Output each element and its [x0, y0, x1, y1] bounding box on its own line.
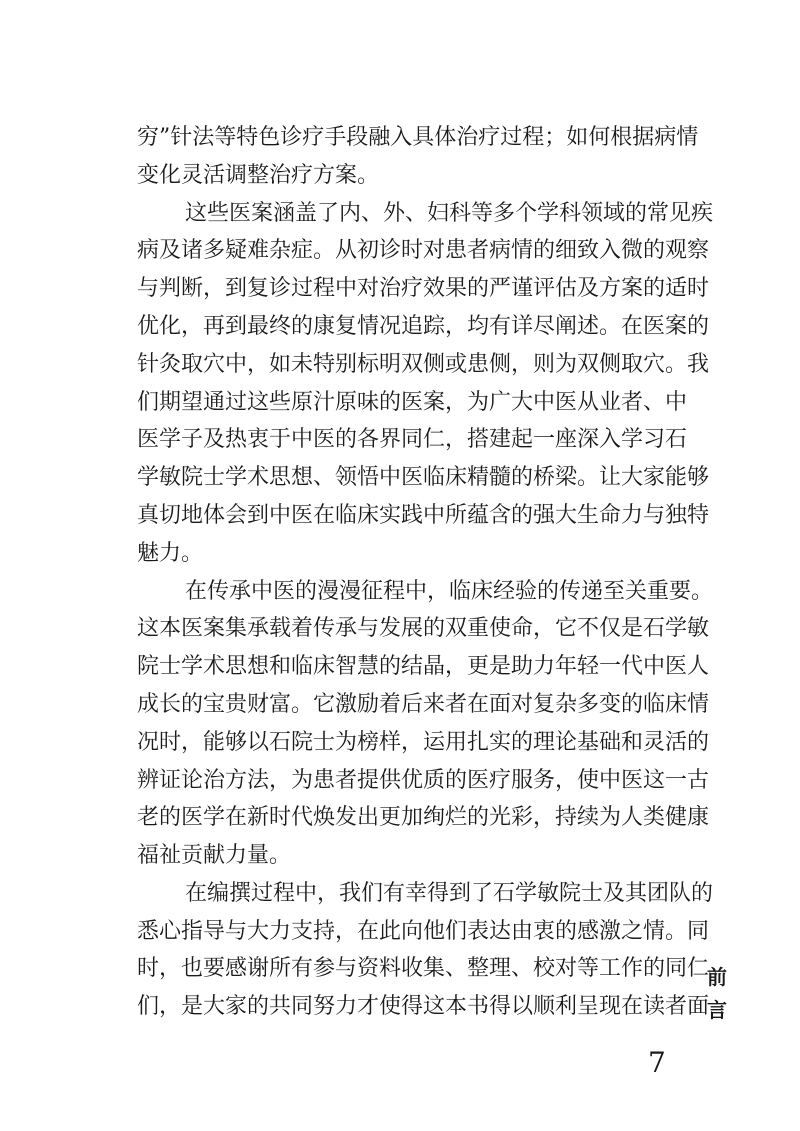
text-line: 病及诸多疑难杂症。从初诊时对患者病情的细致入微的观察	[137, 238, 710, 263]
text-line: 学敏院士学术思想、领悟中医临床精髓的桥梁。让大家能够	[137, 465, 710, 490]
text-line: 这本医案集承载着传承与发展的双重使命，它不仅是石学敏	[137, 616, 710, 641]
text-line: 院士学术思想和临床智慧的结晶，更是助力年轻一代中医人	[137, 654, 710, 679]
text-line: 变化灵活调整治疗方案。	[137, 163, 380, 188]
paragraph-first-line: 这些医案涵盖了内、外、妇科等多个学科领域的常见疾	[185, 201, 714, 226]
text-line: 况时，能够以石院士为榜样，运用扎实的理论基础和灵活的	[137, 730, 710, 755]
text-line: 们期望通过这些原汁原味的医案，为广大中医从业者、中	[137, 390, 688, 415]
paragraph-first-line: 在编撰过程中，我们有幸得到了石学敏院士及其团队的	[185, 881, 714, 906]
side-section-title-char: 言	[707, 998, 727, 1022]
text-line: 老的医学在新时代焕发出更加绚烂的光彩，持续为人类健康	[137, 805, 710, 830]
text-line: 时，也要感谢所有参与资料收集、整理、校对等工作的同仁	[137, 956, 710, 981]
side-section-title-char: 前	[707, 965, 727, 989]
text-line: 悉心指导与大力支持，在此向他们表达由衷的感激之情。同	[137, 919, 710, 944]
text-line: 福祉贡献力量。	[137, 843, 292, 868]
text-line: 医学子及热衷于中医的各界同仁，搭建起一座深入学习石	[137, 427, 688, 452]
paragraph-first-line: 在传承中医的漫漫征程中，临床经验的传递至关重要。	[185, 579, 714, 604]
text-line: 针灸取穴中，如未特别标明双侧或患侧，则为双侧取穴。我	[137, 352, 710, 377]
text-line: 成长的宝贵财富。它激励着后来者在面对复杂多变的临床情	[137, 692, 710, 717]
text-line: 与判断，到复诊过程中对治疗效果的严谨评估及方案的适时	[137, 276, 710, 301]
text-line: 魅力。	[137, 541, 204, 566]
text-line: 们，是大家的共同努力才使得这本书得以顺利呈现在读者面	[137, 994, 710, 1019]
text-line: 辨证论治方法，为患者提供优质的医疗服务，使中医这一古	[137, 768, 710, 793]
page-number: 7	[648, 1046, 666, 1079]
text-line: 优化，再到最终的康复情况追踪，均有详尽阐述。在医案的	[137, 314, 710, 339]
text-line: 穷”针法等特色诊疗手段融入具体治疗过程；如何根据病情	[137, 125, 699, 150]
text-line: 真切地体会到中医在临床实践中所蕴含的强大生命力与独特	[137, 503, 710, 528]
